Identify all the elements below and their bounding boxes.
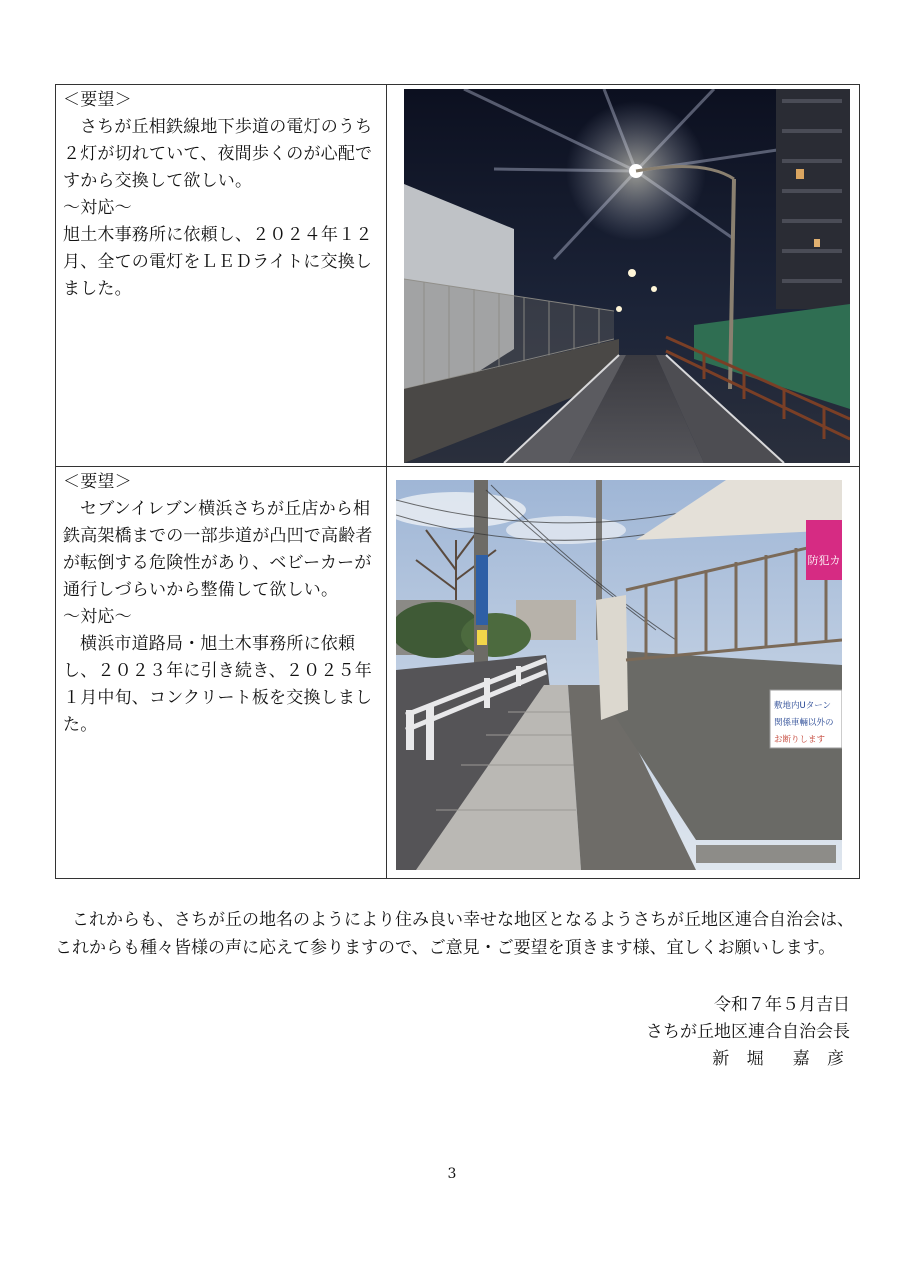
notice-line-2: 関係車輛以外の [774,718,834,728]
table-row [56,85,859,467]
sidewalk-photo [396,480,842,870]
notice-line-3: お断りします [774,735,826,745]
signature-date: 令和７年５月吉日 [714,995,850,1015]
response-text: 旭土木事務所に依頼し、２０２４年１２月、全ての電灯をＬＥＤライトに交換しました。 [63,225,373,299]
banner-text: 防犯カ [807,554,841,567]
response-heading: ～対応～ [63,607,132,627]
request-response-table [55,84,860,879]
notice-line-1: 敷地内Uターン [774,701,832,711]
request-cell [56,467,387,878]
page-number: 3 [447,1166,457,1182]
table-row [56,467,859,878]
request-text: セブンイレブン横浜さちが丘店から相鉄高架橋までの一部歩道が凸凹で高齢者が転倒する危険性があり、ベビーカーが通行しづらいから整備して欲しい。 [63,499,373,600]
response-text: 横浜市道路局・旭土木事務所に依頼し、２０２３年に引き続き、２０２５年１月中旬、コンクリート板を交換しました。 [63,634,373,735]
underpass-night-photo [404,89,850,463]
request-cell [56,85,387,466]
signature-name: 新 堀 嘉 彦 [712,1049,850,1069]
response-heading: ～対応～ [63,198,132,218]
request-heading: ＜要望＞ [63,90,132,110]
photo-cell [387,467,859,878]
closing-paragraph: これからも、さちが丘の地名のようにより住み良い幸せな地区となるようさちが丘地区連合自治会は、これからも種々皆様の声に応えて参りますので、ご意見・ご要望を頂きます様、宜しくお願いします。 [55,910,854,958]
request-text: さちが丘相鉄線地下歩道の電灯のうち２灯が切れていて、夜間歩くのが心配ですから交換して欲しい。 [63,117,373,191]
signature-organization: さちが丘地区連合自治会長 [646,1022,850,1042]
photo-cell [387,85,859,466]
request-heading: ＜要望＞ [63,472,132,492]
